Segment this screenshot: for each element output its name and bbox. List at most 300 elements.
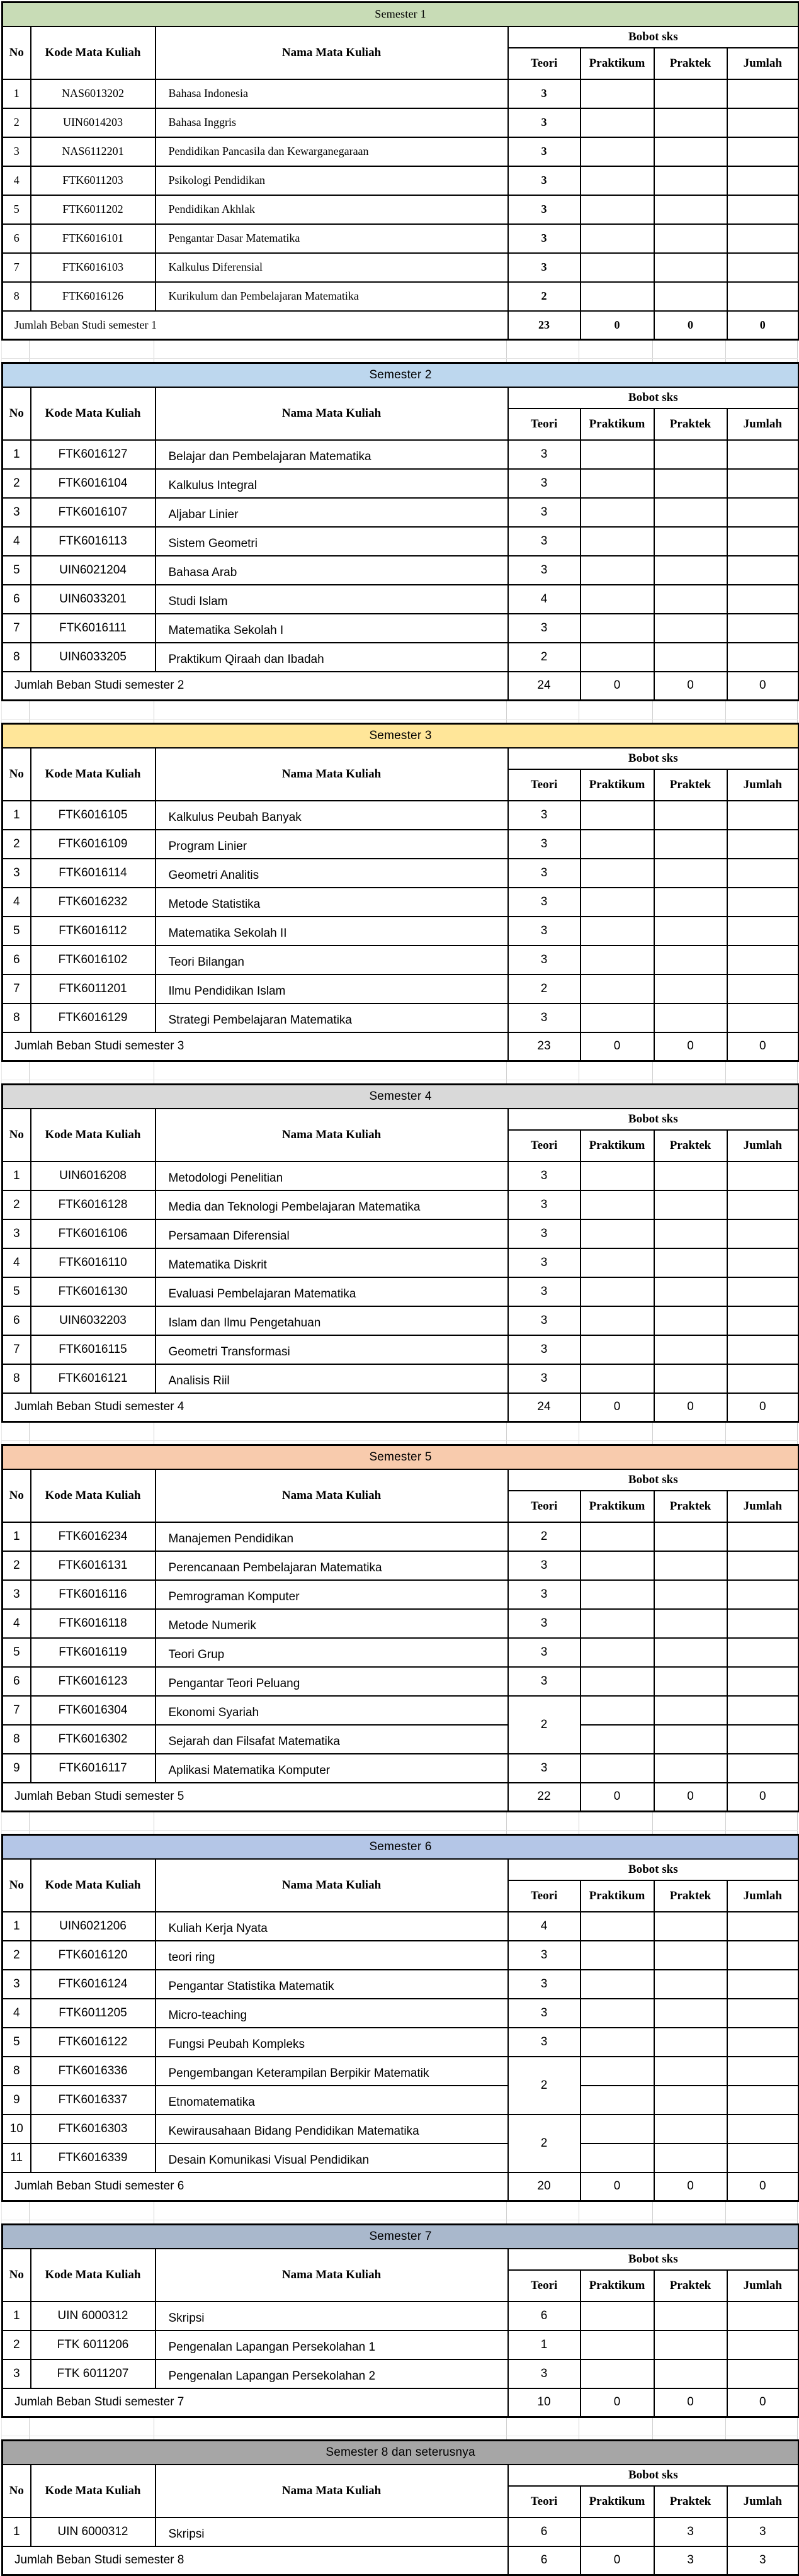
col-header-praktikum: Praktikum xyxy=(581,1880,654,1912)
sks-praktek-cell xyxy=(654,888,727,917)
sks-praktek-cell xyxy=(654,974,727,1003)
total-row xyxy=(3,672,799,701)
col-header-jumlah: Jumlah xyxy=(727,2270,799,2302)
col-header-bobot-sks: Bobot sks xyxy=(508,1469,799,1491)
sks-jumlah-cell xyxy=(727,1335,799,1364)
sks-praktikum-cell xyxy=(581,917,654,946)
col-header-praktek: Praktek xyxy=(654,2270,727,2302)
row-number-cell: 9 xyxy=(3,2086,31,2115)
course-code-cell: FTK6016303 xyxy=(31,2115,156,2144)
col-header-no: No xyxy=(3,1859,31,1912)
row-number-cell: 1 xyxy=(3,1912,31,1941)
sks-jumlah-cell xyxy=(727,585,799,614)
total-jumlah-cell: 0 xyxy=(727,2388,799,2417)
total-praktek-cell: 0 xyxy=(654,2388,727,2417)
sks-praktikum-cell xyxy=(581,1551,654,1580)
sks-praktek-cell xyxy=(654,1754,727,1783)
sks-praktikum-cell xyxy=(581,614,654,643)
course-name-cell: Ilmu Pendidikan Islam xyxy=(156,974,508,1003)
sks-teori-cell: 3 xyxy=(508,2028,581,2057)
sks-teori-cell: 3 xyxy=(508,1306,581,1335)
row-number-cell: 2 xyxy=(3,469,31,498)
total-praktikum-cell: 0 xyxy=(581,2546,654,2575)
course-row xyxy=(3,1638,799,1667)
col-header-bobot-sks: Bobot sks xyxy=(508,387,799,409)
course-name-cell: Bahasa Indonesia xyxy=(156,79,508,108)
total-praktikum-cell: 0 xyxy=(581,311,654,340)
course-code-cell: FTK6016339 xyxy=(31,2144,156,2172)
sks-praktikum-cell xyxy=(581,498,654,527)
sks-teori-cell: 3 xyxy=(508,614,581,643)
course-code-cell: FTK6016234 xyxy=(31,1522,156,1551)
col-header-praktikum: Praktikum xyxy=(581,48,654,79)
col-header-praktek: Praktek xyxy=(654,1130,727,1161)
col-header-kode: Kode Mata Kuliah xyxy=(31,387,156,440)
col-header-kode: Kode Mata Kuliah xyxy=(31,1109,156,1161)
col-header-praktikum: Praktikum xyxy=(581,409,654,440)
course-row xyxy=(3,859,799,888)
col-header-jumlah: Jumlah xyxy=(727,769,799,801)
sks-teori-cell: 3 xyxy=(508,469,581,498)
course-name-cell: Perencanaan Pembelajaran Matematika xyxy=(156,1551,508,1580)
course-code-cell: FTK6016337 xyxy=(31,2086,156,2115)
total-label-cell: Jumlah Beban Studi semester 7 xyxy=(3,2388,508,2417)
course-code-cell: FTK6016107 xyxy=(31,498,156,527)
sks-praktikum-cell xyxy=(581,1306,654,1335)
sks-praktek-cell: 3 xyxy=(654,2517,727,2546)
sks-teori-cell: 3 xyxy=(508,440,581,469)
col-header-teori: Teori xyxy=(508,1130,581,1161)
sks-praktek-cell xyxy=(654,1190,727,1219)
course-row xyxy=(3,1999,799,2028)
row-number-cell: 7 xyxy=(3,253,31,282)
row-number-cell: 7 xyxy=(3,614,31,643)
course-code-cell: FTK6016115 xyxy=(31,1335,156,1364)
col-header-kode: Kode Mata Kuliah xyxy=(31,2249,156,2302)
sks-praktikum-cell xyxy=(581,527,654,556)
course-row xyxy=(3,469,799,498)
course-name-cell: Micro-teaching xyxy=(156,1999,508,2028)
col-header-no: No xyxy=(3,1109,31,1161)
course-name-cell: Islam dan Ilmu Pengetahuan xyxy=(156,1306,508,1335)
col-header-praktek: Praktek xyxy=(654,1880,727,1912)
course-row xyxy=(3,137,799,166)
sks-jumlah-cell xyxy=(727,1912,799,1941)
col-header-kode: Kode Mata Kuliah xyxy=(31,1859,156,1912)
sks-praktek-cell xyxy=(654,2028,727,2057)
sks-praktikum-cell xyxy=(581,2057,654,2086)
row-number-cell: 6 xyxy=(3,1306,31,1335)
sks-jumlah-cell xyxy=(727,1609,799,1638)
sks-jumlah-cell xyxy=(727,2330,799,2359)
semester-band-title: Semester 1 xyxy=(3,3,799,26)
course-row xyxy=(3,108,799,137)
row-number-cell: 11 xyxy=(3,2144,31,2172)
sks-jumlah-cell xyxy=(727,1970,799,1999)
course-code-cell: FTK 6011207 xyxy=(31,2359,156,2388)
row-number-cell: 2 xyxy=(3,2330,31,2359)
course-row xyxy=(3,1609,799,1638)
course-row xyxy=(3,2359,799,2388)
course-row xyxy=(3,1912,799,1941)
sks-jumlah-cell xyxy=(727,1277,799,1306)
course-row xyxy=(3,1277,799,1306)
sks-jumlah-cell xyxy=(727,108,799,137)
course-code-cell: FTK6016110 xyxy=(31,1248,156,1277)
course-row xyxy=(3,1941,799,1970)
course-name-cell: Analisis Riil xyxy=(156,1364,508,1393)
sks-teori-cell: 3 xyxy=(508,1551,581,1580)
sks-jumlah-cell xyxy=(727,556,799,585)
course-code-cell: FTK6016106 xyxy=(31,1219,156,1248)
course-row xyxy=(3,2330,799,2359)
row-number-cell: 9 xyxy=(3,1754,31,1783)
sks-praktikum-cell xyxy=(581,1696,654,1725)
course-name-cell: Media dan Teknologi Pembelajaran Matematika xyxy=(156,1190,508,1219)
total-label-cell: Jumlah Beban Studi semester 6 xyxy=(3,2172,508,2201)
sks-praktek-cell xyxy=(654,1335,727,1364)
course-code-cell: UIN6033201 xyxy=(31,585,156,614)
total-teori-cell: 24 xyxy=(508,672,581,701)
row-number-cell: 8 xyxy=(3,643,31,672)
total-label-cell: Jumlah Beban Studi semester 8 xyxy=(3,2546,508,2575)
sks-praktek-cell xyxy=(654,79,727,108)
row-number-cell: 1 xyxy=(3,79,31,108)
row-number-cell: 1 xyxy=(3,440,31,469)
col-header-praktek: Praktek xyxy=(654,2486,727,2517)
course-code-cell: FTK6016121 xyxy=(31,1364,156,1393)
sks-teori-cell: 3 xyxy=(508,253,581,282)
sks-praktek-cell xyxy=(654,1161,727,1190)
course-name-cell: teori ring xyxy=(156,1941,508,1970)
row-number-cell: 4 xyxy=(3,166,31,195)
sks-praktek-cell xyxy=(654,614,727,643)
semester-8-table xyxy=(1,2439,799,2576)
semester-band-title: Semester 5 xyxy=(3,1445,799,1469)
course-row xyxy=(3,253,799,282)
course-name-cell: Aplikasi Matematika Komputer xyxy=(156,1754,508,1783)
sks-praktek-cell xyxy=(654,585,727,614)
course-name-cell: Pengenalan Lapangan Persekolahan 1 xyxy=(156,2330,508,2359)
sks-praktikum-cell xyxy=(581,1638,654,1667)
course-row xyxy=(3,2144,799,2172)
total-praktek-cell: 0 xyxy=(654,2172,727,2201)
course-row xyxy=(3,614,799,643)
total-label-cell: Jumlah Beban Studi semester 4 xyxy=(3,1393,508,1422)
sks-praktikum-cell xyxy=(581,801,654,830)
sks-praktek-cell xyxy=(654,498,727,527)
col-header-praktek: Praktek xyxy=(654,769,727,801)
sks-teori-cell: 1 xyxy=(508,2330,581,2359)
sks-praktikum-cell xyxy=(581,1580,654,1609)
sks-praktek-cell xyxy=(654,2302,727,2330)
total-jumlah-cell: 3 xyxy=(727,2546,799,2575)
row-number-cell: 5 xyxy=(3,556,31,585)
course-name-cell: Kalkulus Diferensial xyxy=(156,253,508,282)
course-code-cell: FTK6011201 xyxy=(31,974,156,1003)
course-row xyxy=(3,166,799,195)
course-name-cell: Skripsi xyxy=(156,2517,508,2546)
course-row xyxy=(3,917,799,946)
sheet-gap xyxy=(1,341,798,362)
course-row xyxy=(3,1754,799,1783)
sks-teori-cell: 3 xyxy=(508,1941,581,1970)
row-number-cell: 1 xyxy=(3,801,31,830)
sks-praktek-cell xyxy=(654,1522,727,1551)
col-header-bobot-sks: Bobot sks xyxy=(508,2249,799,2270)
sks-teori-cell: 3 xyxy=(508,498,581,527)
course-code-cell: UIN6016208 xyxy=(31,1161,156,1190)
course-code-cell: UIN 6000312 xyxy=(31,2517,156,2546)
col-header-jumlah: Jumlah xyxy=(727,2486,799,2517)
sks-teori-cell: 3 xyxy=(508,859,581,888)
sks-praktek-cell xyxy=(654,253,727,282)
col-header-teori: Teori xyxy=(508,1880,581,1912)
sks-praktek-cell xyxy=(654,527,727,556)
course-code-cell: FTK6016118 xyxy=(31,1609,156,1638)
sks-praktek-cell xyxy=(654,195,727,224)
sks-teori-cell: 3 xyxy=(508,79,581,108)
sks-jumlah-cell xyxy=(727,469,799,498)
row-number-cell: 2 xyxy=(3,830,31,859)
sks-teori-cell: 3 xyxy=(508,166,581,195)
course-code-cell: FTK6016130 xyxy=(31,1277,156,1306)
course-code-cell: FTK6011202 xyxy=(31,195,156,224)
col-header-nama: Nama Mata Kuliah xyxy=(156,387,508,440)
course-name-cell: Matematika Diskrit xyxy=(156,1248,508,1277)
sks-praktek-cell xyxy=(654,917,727,946)
sks-praktikum-cell xyxy=(581,195,654,224)
row-number-cell: 4 xyxy=(3,1609,31,1638)
sks-jumlah-cell xyxy=(727,1190,799,1219)
row-number-cell: 8 xyxy=(3,1364,31,1393)
sks-praktek-cell xyxy=(654,830,727,859)
sks-praktikum-cell xyxy=(581,1190,654,1219)
course-name-cell: Program Linier xyxy=(156,830,508,859)
course-row xyxy=(3,224,799,253)
sks-jumlah-cell xyxy=(727,643,799,672)
sks-teori-cell: 2 xyxy=(508,974,581,1003)
course-row xyxy=(3,195,799,224)
col-header-bobot-sks: Bobot sks xyxy=(508,1859,799,1880)
total-teori-cell: 10 xyxy=(508,2388,581,2417)
sks-praktek-cell xyxy=(654,108,727,137)
total-row xyxy=(3,2172,799,2201)
course-code-cell: FTK6016127 xyxy=(31,440,156,469)
sks-praktek-cell xyxy=(654,556,727,585)
course-code-cell: FTK6016109 xyxy=(31,830,156,859)
course-code-cell: FTK6016101 xyxy=(31,224,156,253)
course-code-cell: FTK6016104 xyxy=(31,469,156,498)
sks-teori-cell: 3 xyxy=(508,1190,581,1219)
sks-praktikum-cell xyxy=(581,1277,654,1306)
col-header-nama: Nama Mata Kuliah xyxy=(156,1109,508,1161)
sks-praktikum-cell xyxy=(581,137,654,166)
sks-jumlah-cell xyxy=(727,1306,799,1335)
course-code-cell: UIN6014203 xyxy=(31,108,156,137)
sheet-gap xyxy=(1,1423,798,1444)
col-header-bobot-sks: Bobot sks xyxy=(508,748,799,769)
sks-praktek-cell xyxy=(654,282,727,311)
total-label-cell: Jumlah Beban Studi semester 2 xyxy=(3,672,508,701)
course-name-cell: Psikologi Pendidikan xyxy=(156,166,508,195)
sks-praktikum-cell xyxy=(581,166,654,195)
row-number-cell: 2 xyxy=(3,1190,31,1219)
col-header-praktikum: Praktikum xyxy=(581,2486,654,2517)
sks-praktek-cell xyxy=(654,801,727,830)
course-name-cell: Pendidikan Akhlak xyxy=(156,195,508,224)
row-number-cell: 4 xyxy=(3,888,31,917)
course-row xyxy=(3,1364,799,1393)
sks-jumlah-cell xyxy=(727,1161,799,1190)
sks-teori-cell: 2 xyxy=(508,1696,581,1754)
course-code-cell: UIN6021204 xyxy=(31,556,156,585)
sks-praktek-cell xyxy=(654,1638,727,1667)
sks-jumlah-cell xyxy=(727,195,799,224)
row-number-cell: 6 xyxy=(3,946,31,974)
sks-teori-cell: 3 xyxy=(508,2359,581,2388)
course-code-cell: UIN6032203 xyxy=(31,1306,156,1335)
row-number-cell: 7 xyxy=(3,974,31,1003)
col-header-teori: Teori xyxy=(508,769,581,801)
course-row xyxy=(3,1667,799,1696)
row-number-cell: 10 xyxy=(3,2115,31,2144)
sks-teori-cell: 3 xyxy=(508,830,581,859)
sks-praktikum-cell xyxy=(581,1161,654,1190)
sks-praktikum-cell xyxy=(581,888,654,917)
course-name-cell: Kurikulum dan Pembelajaran Matematika xyxy=(156,282,508,311)
sks-jumlah-cell xyxy=(727,888,799,917)
course-name-cell: Pengantar Teori Peluang xyxy=(156,1667,508,1696)
sks-praktikum-cell xyxy=(581,1912,654,1941)
course-row xyxy=(3,1970,799,1999)
course-code-cell: FTK 6011206 xyxy=(31,2330,156,2359)
sks-teori-cell: 6 xyxy=(508,2517,581,2546)
sks-teori-cell: 3 xyxy=(508,946,581,974)
sks-praktek-cell xyxy=(654,1912,727,1941)
col-header-no: No xyxy=(3,1469,31,1522)
course-name-cell: Sejarah dan Filsafat Matematika xyxy=(156,1725,508,1754)
total-label-cell: Jumlah Beban Studi semester 3 xyxy=(3,1032,508,1061)
row-number-cell: 4 xyxy=(3,1248,31,1277)
sks-praktikum-cell xyxy=(581,2115,654,2144)
total-row xyxy=(3,2388,799,2417)
row-number-cell: 4 xyxy=(3,1999,31,2028)
course-name-cell: Skripsi xyxy=(156,2302,508,2330)
course-code-cell: FTK6016112 xyxy=(31,917,156,946)
course-name-cell: Studi Islam xyxy=(156,585,508,614)
sks-jumlah-cell xyxy=(727,2057,799,2086)
sks-jumlah-cell xyxy=(727,917,799,946)
row-number-cell: 3 xyxy=(3,859,31,888)
row-number-cell: 8 xyxy=(3,282,31,311)
col-header-bobot-sks: Bobot sks xyxy=(508,2465,799,2486)
col-header-praktek: Praktek xyxy=(654,409,727,440)
sks-praktikum-cell xyxy=(581,2517,654,2546)
course-code-cell: FTK6016123 xyxy=(31,1667,156,1696)
sks-praktikum-cell xyxy=(581,253,654,282)
course-name-cell: Pendidikan Pancasila dan Kewarganegaraan xyxy=(156,137,508,166)
sks-teori-cell: 3 xyxy=(508,527,581,556)
sks-praktek-cell xyxy=(654,2115,727,2144)
col-header-jumlah: Jumlah xyxy=(727,1130,799,1161)
sks-jumlah-cell xyxy=(727,974,799,1003)
course-row xyxy=(3,1306,799,1335)
sks-jumlah-cell xyxy=(727,859,799,888)
course-name-cell: Teori Bilangan xyxy=(156,946,508,974)
sks-teori-cell: 3 xyxy=(508,1161,581,1190)
total-teori-cell: 24 xyxy=(508,1393,581,1422)
course-row xyxy=(3,1248,799,1277)
row-number-cell: 7 xyxy=(3,1696,31,1725)
course-name-cell: Strategi Pembelajaran Matematika xyxy=(156,1003,508,1032)
row-number-cell: 5 xyxy=(3,195,31,224)
sks-jumlah-cell xyxy=(727,1248,799,1277)
sks-jumlah-cell xyxy=(727,1003,799,1032)
col-header-teori: Teori xyxy=(508,1491,581,1522)
sks-jumlah-cell xyxy=(727,527,799,556)
course-code-cell: FTK6016304 xyxy=(31,1696,156,1725)
course-row xyxy=(3,2115,799,2144)
col-header-nama: Nama Mata Kuliah xyxy=(156,1469,508,1522)
col-header-praktikum: Praktikum xyxy=(581,2270,654,2302)
course-code-cell: FTK6016122 xyxy=(31,2028,156,2057)
course-name-cell: Kewirausahaan Bidang Pendidikan Matematika xyxy=(156,2115,508,2144)
row-number-cell: 6 xyxy=(3,1667,31,1696)
total-praktikum-cell: 0 xyxy=(581,2388,654,2417)
sks-jumlah-cell xyxy=(727,253,799,282)
sks-teori-cell: 3 xyxy=(508,137,581,166)
sks-praktek-cell xyxy=(654,2086,727,2115)
col-header-nama: Nama Mata Kuliah xyxy=(156,748,508,801)
sks-praktek-cell xyxy=(654,440,727,469)
course-row xyxy=(3,282,799,311)
col-header-nama: Nama Mata Kuliah xyxy=(156,2249,508,2302)
course-name-cell: Kalkulus Integral xyxy=(156,469,508,498)
sks-praktikum-cell xyxy=(581,830,654,859)
sks-praktikum-cell xyxy=(581,1335,654,1364)
row-number-cell: 8 xyxy=(3,2057,31,2086)
col-header-nama: Nama Mata Kuliah xyxy=(156,26,508,79)
sks-jumlah-cell xyxy=(727,1219,799,1248)
sks-praktikum-cell xyxy=(581,469,654,498)
sks-praktikum-cell xyxy=(581,1754,654,1783)
sheet-gap xyxy=(1,1812,798,1834)
total-praktikum-cell: 0 xyxy=(581,1032,654,1061)
sks-praktek-cell xyxy=(654,1941,727,1970)
sks-jumlah-cell xyxy=(727,79,799,108)
sks-praktek-cell xyxy=(654,166,727,195)
course-code-cell: FTK6016302 xyxy=(31,1725,156,1754)
total-praktek-cell: 0 xyxy=(654,1393,727,1422)
semester-5-table xyxy=(1,1444,799,1812)
course-row xyxy=(3,556,799,585)
semester-4-table xyxy=(1,1083,799,1423)
course-name-cell: Praktikum Qiraah dan Ibadah xyxy=(156,643,508,672)
course-row xyxy=(3,585,799,614)
row-number-cell: 1 xyxy=(3,2517,31,2546)
sks-praktek-cell xyxy=(654,469,727,498)
sks-praktek-cell xyxy=(654,946,727,974)
course-row xyxy=(3,1161,799,1190)
sks-jumlah-cell xyxy=(727,1999,799,2028)
course-row xyxy=(3,888,799,917)
col-header-jumlah: Jumlah xyxy=(727,409,799,440)
course-code-cell: FTK6016102 xyxy=(31,946,156,974)
course-name-cell: Pengantar Statistika Matematik xyxy=(156,1970,508,1999)
sks-praktikum-cell xyxy=(581,1667,654,1696)
col-header-jumlah: Jumlah xyxy=(727,1491,799,1522)
